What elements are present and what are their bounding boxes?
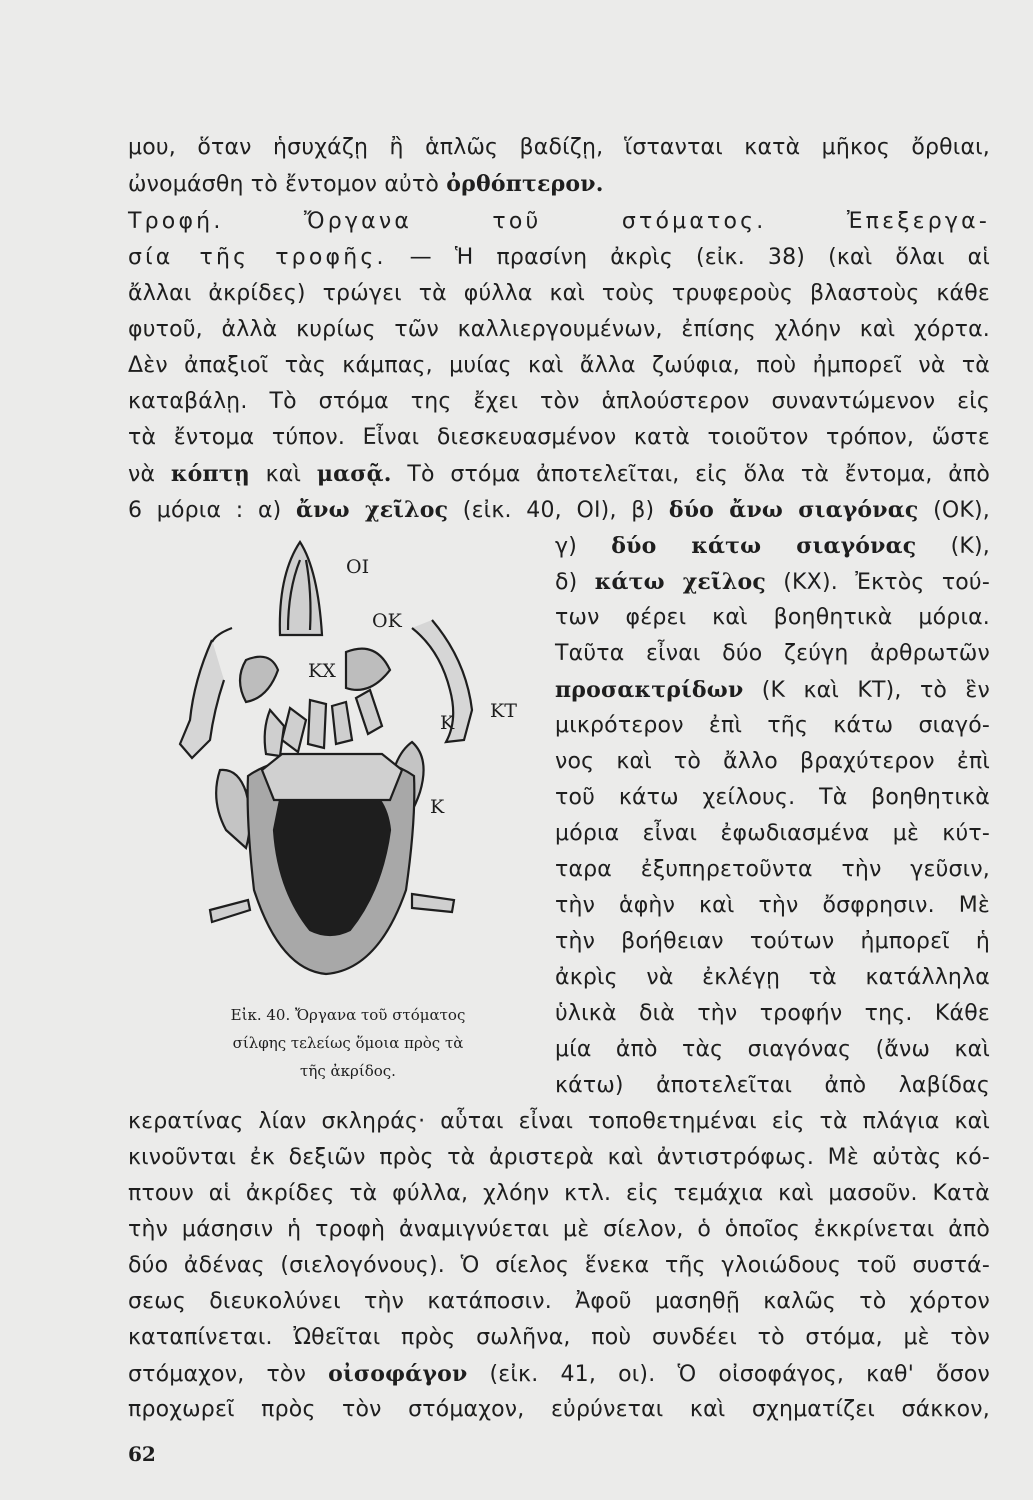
term-koptei: κόπτῃ xyxy=(170,461,250,487)
label-k-lower: Κ xyxy=(430,796,445,818)
text-line: ἄλλαι ἀκρίδες) τρώγει τὰ φύλλα καὶ τοὺς τρυφεροὺς βλαστοὺς κάθε xyxy=(128,281,990,306)
term-ano-cheilos: ἄνω χεῖλος xyxy=(296,497,449,523)
text-line: μία ἀπὸ τὰς σιαγόνας (ἄνω καὶ xyxy=(555,1037,990,1062)
mouthparts-illustration xyxy=(150,530,510,1000)
text-line: τοῦ κάτω χείλους. Τὰ βοηθητικὰ xyxy=(555,785,990,810)
term-kato-siagones: δύο κάτω σιαγόνας xyxy=(611,533,917,559)
term-prosaktrides: προσακτρίδων xyxy=(555,677,744,703)
term-orthopteron: ὀρθόπτερον. xyxy=(446,171,604,197)
text-line: κάτω) ἀποτελεῖται ἀπὸ λαβίδας xyxy=(555,1073,990,1098)
text-line: γ) δύο κάτω σιαγόνας (Κ), xyxy=(555,533,990,559)
section-heading: Τροφή. Ὄργανα τοῦ στόματος. Ἐπεξεργα- xyxy=(128,209,990,234)
text-line: μου, ὅταν ἡσυχάζῃ ἢ ἁπλῶς βαδίζῃ, ἵστανται κατὰ μῆκος ὄρθιαι, xyxy=(128,135,990,160)
text-line: μικρότερον ἐπὶ τῆς κάτω σιαγό- xyxy=(555,713,990,738)
text-line: σεως διευκολύνει τὴν κατάποσιν. Ἀφοῦ μασηθῇ καλῶς τὸ χόρτον xyxy=(128,1289,990,1314)
page-number: 62 xyxy=(128,1442,156,1466)
text-line: τὴν ἁφὴν καὶ τὴν ὄσφρησιν. Μὲ xyxy=(555,893,990,918)
text-line: Ταῦτα εἶναι δύο ζεύγη ἀρθρωτῶν xyxy=(555,641,990,666)
text-line: τὴν μάσησιν ἡ τροφὴ ἀναμιγνύεται μὲ σίελον, ὁ ὁποῖος ἐκκρίνεται ἀπὸ xyxy=(128,1217,990,1242)
text-line: ὑλικὰ διὰ τὴν τροφήν της. Κάθε xyxy=(555,1001,990,1026)
term-masa: μασᾷ. xyxy=(316,461,392,487)
text-line: τὴν βοήθειαν τούτων ἠμπορεῖ ἡ xyxy=(555,929,990,954)
text-line: κερατίνας λίαν σκληράς· αὗται εἶναι τοποθετημέναι εἰς τὰ πλάγια καὶ xyxy=(128,1109,990,1134)
text-line: ἀκρὶς νὰ ἐκλέγῃ τὰ κατάλληλα xyxy=(555,965,990,990)
figure-caption-line: σίλφης τελείως ὅμοια πρὸς τὰ xyxy=(232,1034,464,1052)
term-kato-cheilos: κάτω χεῖλος xyxy=(594,569,766,595)
text-line: πτουν αἱ ἀκρίδες τὰ φύλλα, χλόην κτλ. εἰς τεμάχια καὶ μασοῦν. Κατὰ xyxy=(128,1181,990,1206)
text-line: καταπίνεται. Ὠθεῖται πρὸς σωλῆνα, ποὺ συνδέει τὸ στόμα, μὲ τὸν xyxy=(128,1325,990,1350)
text-line: προσακτρίδων (Κ καὶ ΚΤ), τὸ ἓν xyxy=(555,677,990,703)
label-kt: ΚΤ xyxy=(490,700,517,722)
text-line: προχωρεῖ πρὸς τὸν στόμαχον, εὐρύνεται καὶ σχηματίζει σάκκον, xyxy=(128,1397,990,1422)
text-line: ταρα ἐξυπηρετοῦντα τὴν γεῦσιν, xyxy=(555,857,990,882)
label-ok: ΟΚ xyxy=(372,610,402,632)
text-line: νος καὶ τὸ ἄλλο βραχύτερον ἐπὶ xyxy=(555,749,990,774)
text-line: ὠνομάσθη τὸ ἔντομον αὐτὸ ὀρθόπτερον. xyxy=(128,171,604,197)
text-line: 6 μόρια : α) ἄνω χεῖλος (εἰκ. 40, ΟΙ), β) δύο ἄνω σιαγόνας (ΟΚ), xyxy=(128,497,990,523)
text-line: δύο ἀδένας (σιελογόνους). Ὁ σίελος ἕνεκα τῆς γλοιώδους τοῦ συστά- xyxy=(128,1253,990,1278)
text-line: κινοῦνται ἐκ δεξιῶν πρὸς τὰ ἀριστερὰ καὶ ἀντιστρόφως. Μὲ αὐτὰς κό- xyxy=(128,1145,990,1170)
text-line: Δὲν ἀπαξιοῖ τὰς κάμπας, μυίας καὶ ἄλλα ζωύφια, ποὺ ἠμπορεῖ νὰ τὰ xyxy=(128,353,990,378)
text-line: καταβάλῃ. Τὸ στόμα της ἔχει τὸν ἁπλούστερον συναντώμενον εἰς xyxy=(128,389,990,414)
label-kx: ΚΧ xyxy=(308,660,336,682)
text-line: φυτοῦ, ἀλλὰ κυρίως τῶν καλλιεργουμένων, ἐπίσης χλόην καὶ χόρτα. xyxy=(128,317,990,342)
text-line: νὰ κόπτῃ καὶ μασᾷ. Τὸ στόμα ἀποτελεῖται, εἰς ὅλα τὰ ἔντομα, ἀπὸ xyxy=(128,461,990,487)
figure-caption-line: τῆς ἀκρίδος. xyxy=(300,1062,396,1080)
text-line: μόρια εἶναι ἐφωδιασμένα μὲ κύτ- xyxy=(555,821,990,846)
term-ano-siagones: δύο ἄνω σιαγόνας xyxy=(668,497,919,523)
text-line: τὰ ἔντομα τύπον. Εἶναι διεσκευασμένον κατὰ τοιοῦτον τρόπον, ὥστε xyxy=(128,425,990,450)
label-k-upper: Κ xyxy=(440,712,455,734)
text-line: στόμαχον, τὸν οἰσοφάγον (εἰκ. 41, οι). Ὁ οἰσοφάγος, καθ' ὅσον xyxy=(128,1361,990,1387)
label-oi: ΟΙ xyxy=(346,556,370,578)
text-line: των φέρει καὶ βοηθητικὰ μόρια. xyxy=(555,605,990,630)
figure-mouthparts xyxy=(150,530,517,1000)
text-line: σία τῆς τροφῆς. — Ἡ πρασίνη ἀκρὶς (εἰκ. 38) (καὶ ὅλαι αἱ xyxy=(128,245,990,270)
section-heading-cont: σία τῆς τροφῆς. xyxy=(128,245,387,270)
figure-caption-line: Εἰκ. 40. Ὄργανα τοῦ στόματος xyxy=(230,1006,466,1024)
text-line: δ) κάτω χεῖλος (ΚΧ). Ἐκτὸς τού- xyxy=(555,569,990,595)
term-oisofagos: οἰσοφάγον xyxy=(328,1361,468,1387)
